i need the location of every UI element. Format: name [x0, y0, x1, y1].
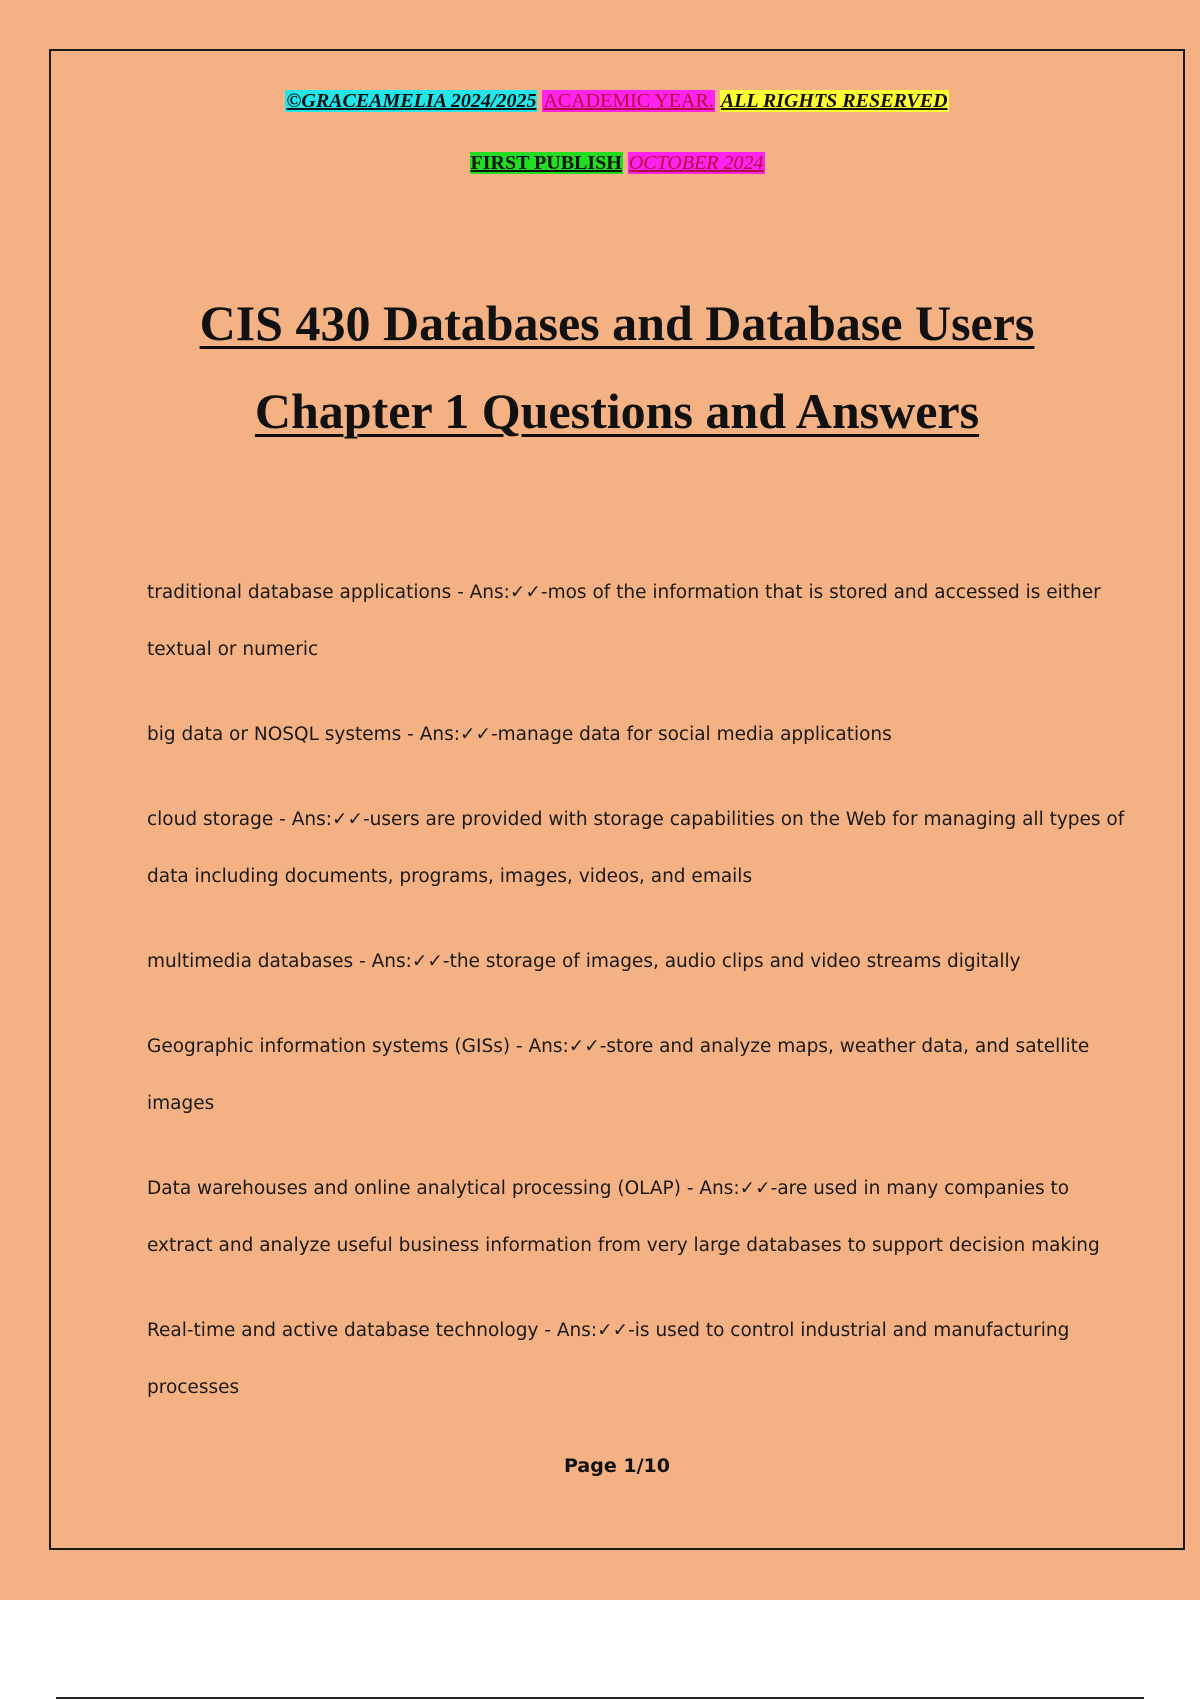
qa-separator: - Ans:✓✓- — [353, 951, 450, 972]
qa-item — [147, 933, 1127, 990]
qa-list — [147, 564, 1127, 1444]
qa-answer: are used in many companies to extract and analyze useful business information from very large databases to support decision making — [147, 1178, 1100, 1256]
qa-term: big data or NOSQL systems — [147, 724, 402, 745]
qa-separator: - Ans:✓✓- — [273, 809, 370, 830]
page-number: Page 1/10 — [564, 1455, 670, 1477]
qa-item — [147, 1302, 1127, 1416]
qa-item — [147, 1018, 1127, 1132]
publish-date-text: OCTOBER 2024 — [628, 152, 764, 174]
document-title-line-1: CIS 430 Databases and Database Users — [199, 295, 1035, 351]
qa-separator: - Ans:✓✓- — [680, 1178, 778, 1199]
qa-separator: - Ans:✓✓- — [451, 582, 548, 603]
qa-term: multimedia databases — [147, 951, 354, 972]
copyright-header — [51, 89, 1183, 113]
qa-item — [147, 1160, 1127, 1274]
document-title-line-2: Chapter 1 Questions and Answers — [254, 383, 980, 439]
copyright-text: ©GRACEAMELIA 2024/2025 — [286, 90, 537, 112]
next-page-divider — [56, 1697, 1144, 1699]
first-publish-text: FIRST PUBLISH — [470, 152, 622, 174]
qa-answer: mos of the information that is stored and accessed is either textual or numeric — [147, 582, 1101, 660]
qa-term: Geographic information systems (GISs) — [147, 1036, 511, 1057]
qa-answer: manage data for social media applications — [497, 724, 892, 745]
qa-item — [147, 706, 1127, 763]
rights-reserved-text: ALL RIGHTS RESERVED — [720, 90, 948, 112]
qa-separator: - Ans:✓✓- — [510, 1036, 607, 1057]
qa-item — [147, 791, 1127, 905]
qa-term: traditional database applications — [147, 582, 452, 603]
qa-item — [147, 564, 1127, 678]
qa-separator: - Ans:✓✓- — [401, 724, 498, 745]
academic-year-text: ACADEMIC YEAR. — [543, 90, 714, 112]
qa-answer: is used to control industrial and manufacturing processes — [147, 1320, 1070, 1398]
qa-answer: store and analyze maps, weather data, and satellite images — [147, 1036, 1090, 1114]
qa-term: cloud storage — [147, 809, 274, 830]
qa-answer: users are provided with storage capabilities on the Web for managing all types of data including documents, programs, images, videos, and emails — [147, 809, 1125, 887]
page-border-frame — [49, 49, 1185, 1550]
publish-header — [51, 151, 1183, 175]
qa-term: Data warehouses and online analytical processing (OLAP) — [147, 1178, 681, 1199]
qa-answer: the storage of images, audio clips and video streams digitally — [449, 951, 1021, 972]
qa-separator: - Ans:✓✓- — [538, 1320, 635, 1341]
qa-term: Real-time and active database technology — [147, 1320, 539, 1341]
